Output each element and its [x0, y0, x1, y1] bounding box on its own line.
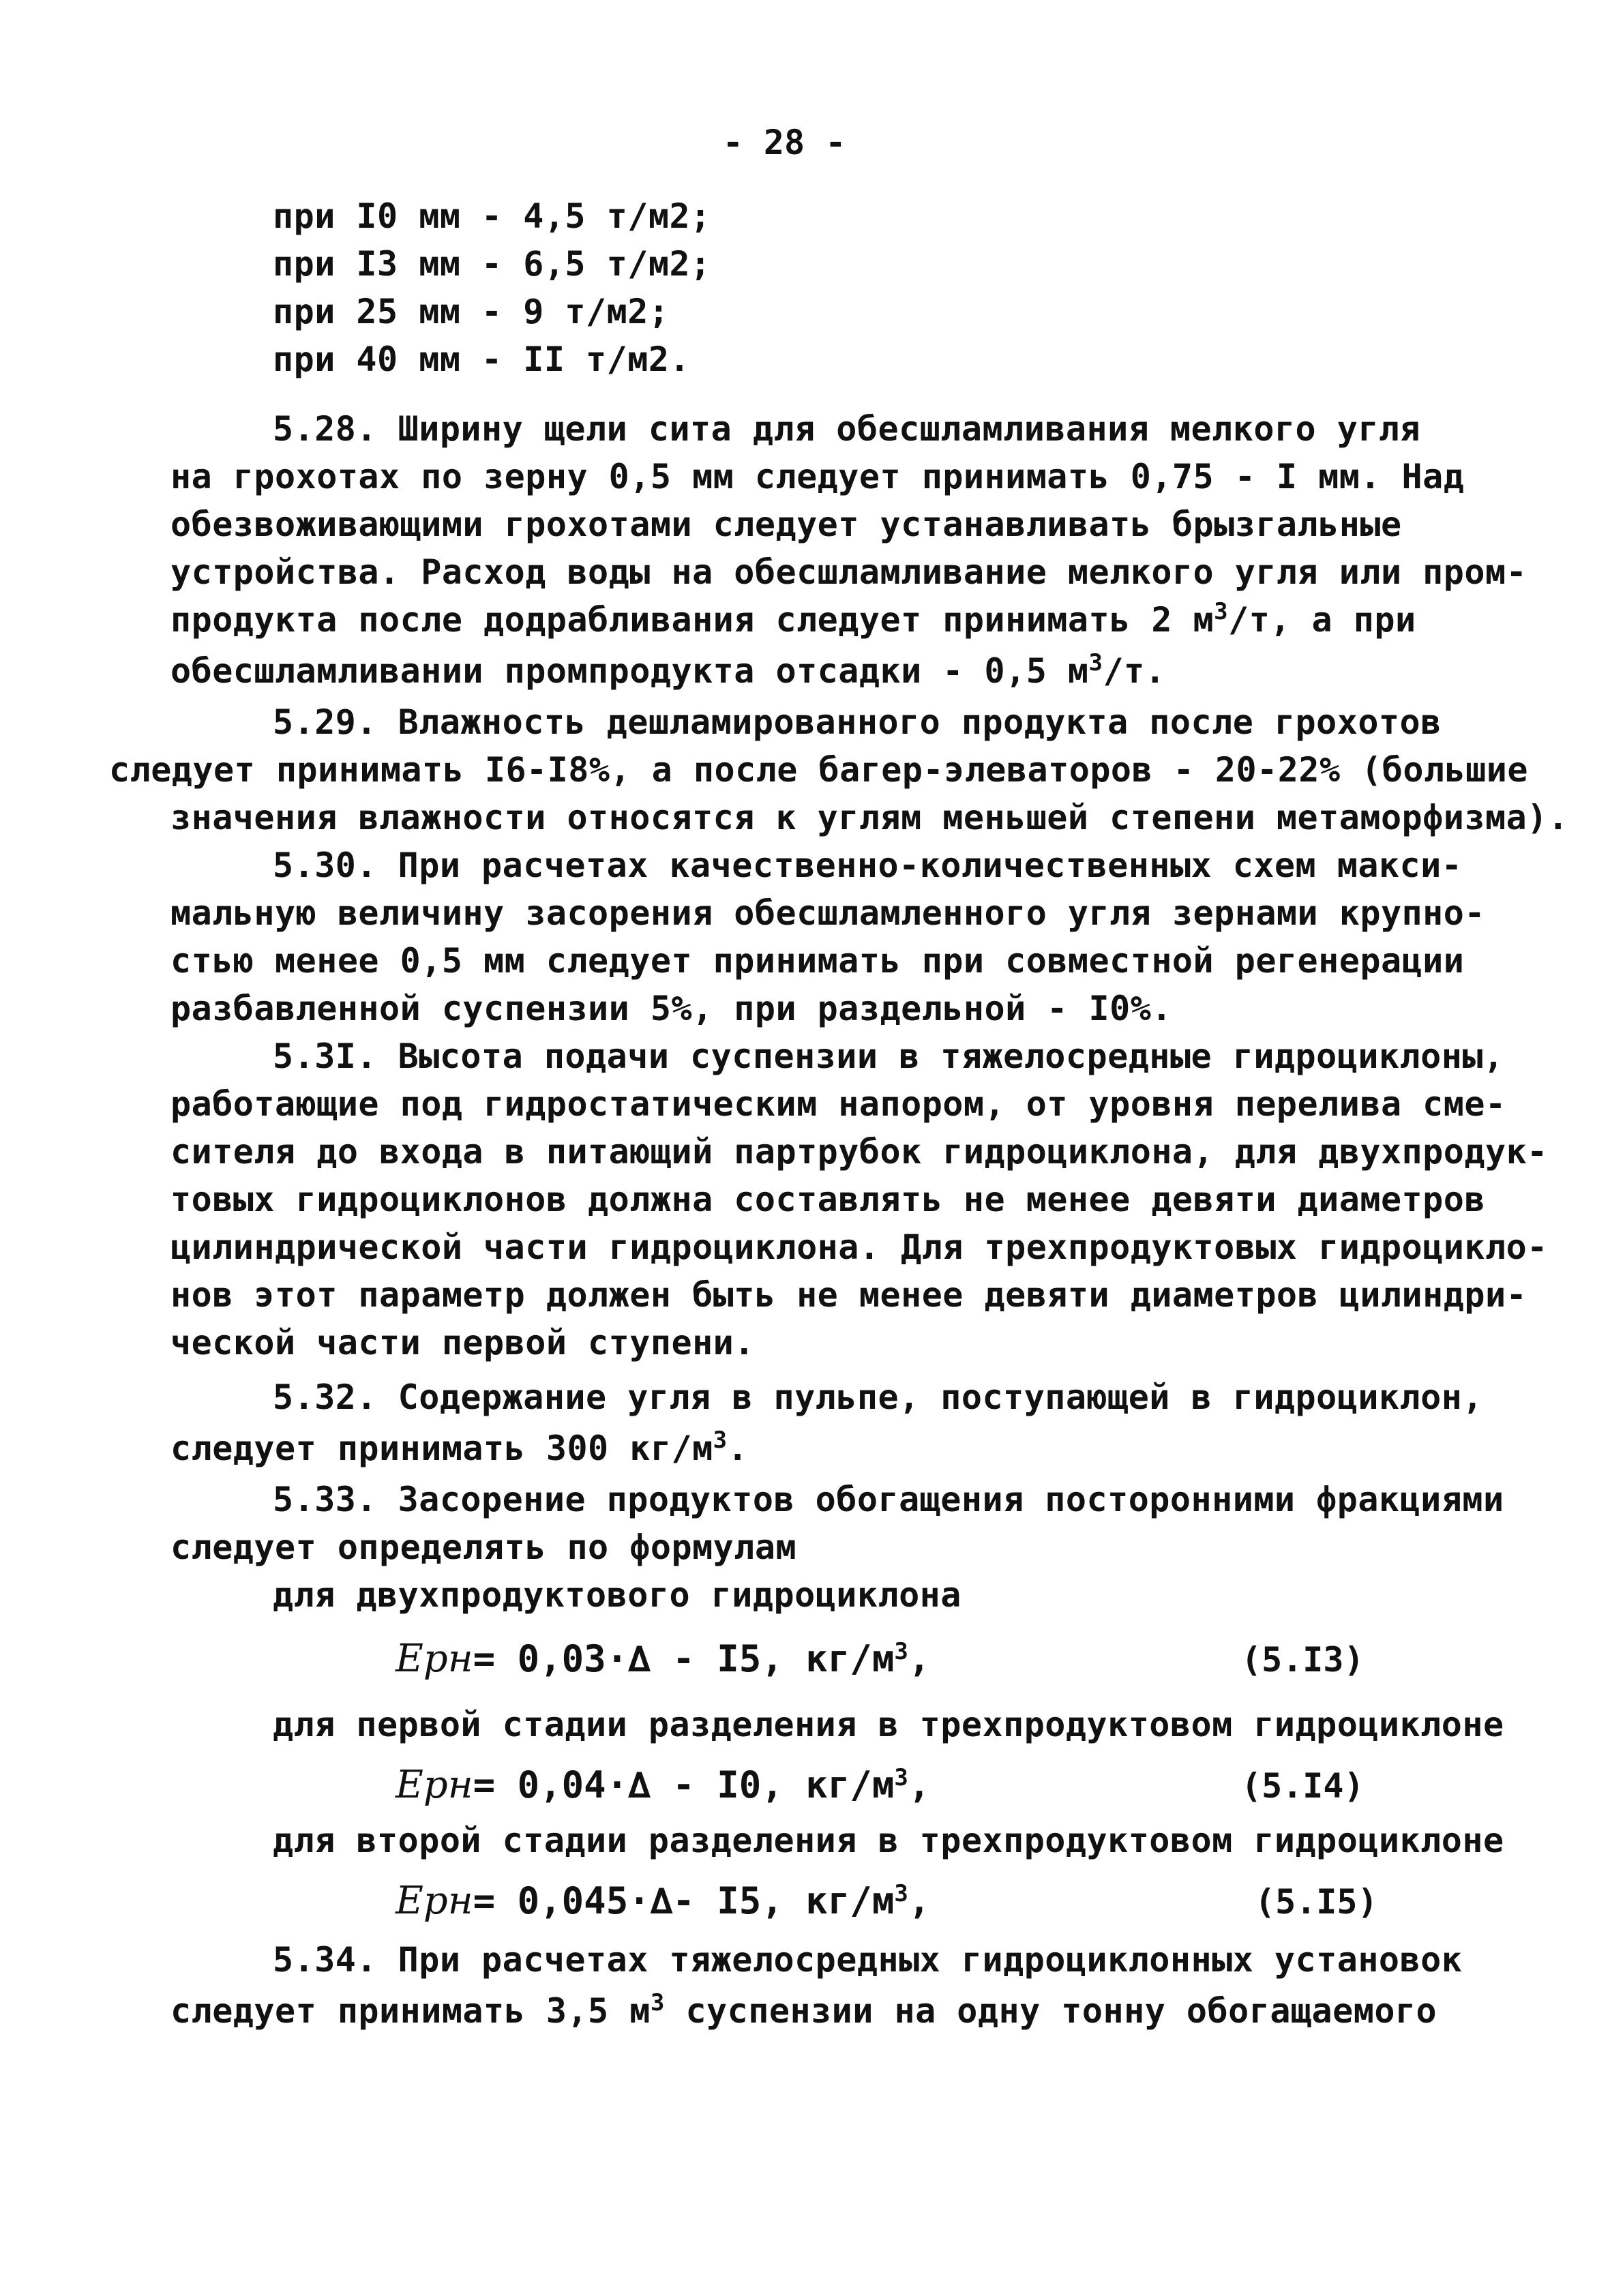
formula-caption: для второй стадии разделения в трехпродуктовом гидроциклоне — [273, 1821, 1504, 1860]
paragraph-line: ческой части первой ступени. — [170, 1323, 755, 1362]
list-line: при 40 мм - II т/м2. — [273, 340, 691, 379]
paragraph-line: следует принимать I6-I8%, а после багер-элеваторов - 20-22% (большие — [109, 750, 1528, 790]
paragraph-line: 5.33. Засорение продуктов обогащения посторонними фракциями — [273, 1480, 1504, 1519]
page-number: - 28 - — [722, 123, 846, 162]
paragraph-line: мальную величину засорения обесшламленного угля зернами крупно- — [170, 893, 1485, 933]
equation-number: (5.I5) — [1255, 1882, 1378, 1922]
formula-caption: для двухпродуктового гидроциклона — [273, 1575, 961, 1615]
paragraph-line: значения влажности относятся к углям меньшей степени метаморфизма). — [170, 798, 1569, 837]
paragraph-line: 5.30. При расчетах качественно-количественных схем макси- — [273, 846, 1463, 885]
list-line: при 25 мм - 9 т/м2; — [273, 292, 670, 331]
formula-caption: для первой стадии разделения в трехпродуктовом гидроциклоне — [273, 1705, 1504, 1744]
paragraph-line: товых гидроциклонов должна составлять не менее девяти диаметров — [170, 1180, 1485, 1219]
paragraph-line: сителя до входа в питающий партрубок гидроциклона, для двухпродук- — [170, 1132, 1548, 1172]
paragraph-line: 5.34. При расчетах тяжелосредных гидроциклонных установок — [273, 1940, 1463, 1980]
paragraph-line: нов этот параметр должен быть не менее девяти диаметров цилиндри- — [170, 1275, 1527, 1315]
formula: Epн= 0,04·∆ - I0, $кг/м^3$, — [396, 1763, 931, 1807]
paragraph-line: 5.29. Влажность дешламированного продукта после грохотов — [273, 702, 1442, 742]
paragraph-line: обесшламливании промпродукта отсадки - 0,5 $м^3/т$. — [170, 649, 1166, 691]
paragraph-line: устройства. Расход воды на обесшламливание мелкого угля или пром- — [170, 552, 1527, 592]
formula: Epн= 0,03·∆ - I5, $кг/м^3$, — [396, 1637, 931, 1681]
paragraph-line: на грохотах по зерну 0,5 мм следует принимать 0,75 - I мм. Над — [170, 457, 1465, 496]
equation-number: (5.I3) — [1241, 1640, 1365, 1680]
paragraph-line: стью менее 0,5 мм следует принимать при совместной регенерации — [170, 941, 1465, 981]
list-line: при I0 мм - 4,5 т/м2; — [273, 196, 711, 236]
formula: Epн= 0,045·∆- I5, $кг/м^3$, — [396, 1879, 931, 1923]
paragraph-line: обезвоживающими грохотами следует устанавливать брызгальные — [170, 505, 1402, 544]
equation-number: (5.I4) — [1241, 1766, 1365, 1806]
paragraph-line: 5.32. Содержание угля в пульпе, поступающей в гидроциклон, — [273, 1377, 1483, 1417]
paragraph-line: следует принимать 3,5 $м^3$ суспензии на одну тонну обогащаемого — [170, 1989, 1437, 2031]
paragraph-line: цилиндрической части гидроциклона. Для трехпродуктовых гидроцикло- — [170, 1227, 1548, 1267]
paragraph-line: продукта после додрабливания следует принимать 2 $м^3/т$, а при — [170, 598, 1416, 640]
paragraph-line: следует принимать 300 $кг/м^3$. — [170, 1427, 749, 1468]
list-line: при I3 мм - 6,5 т/м2; — [273, 244, 711, 284]
paragraph-line: 5.28. Ширину щели сита для обесшламливания мелкого угля — [273, 409, 1421, 449]
paragraph-line: следует определять по формулам — [170, 1527, 797, 1567]
paragraph-line: 5.3I. Высота подачи суспензии в тяжелосредные гидроциклоны, — [273, 1037, 1504, 1076]
paragraph-line: разбавленной суспензии 5%, при раздельной - I0%. — [170, 989, 1172, 1028]
paragraph-line: работающие под гидростатическим напором, от уровня перелива сме- — [170, 1084, 1506, 1124]
